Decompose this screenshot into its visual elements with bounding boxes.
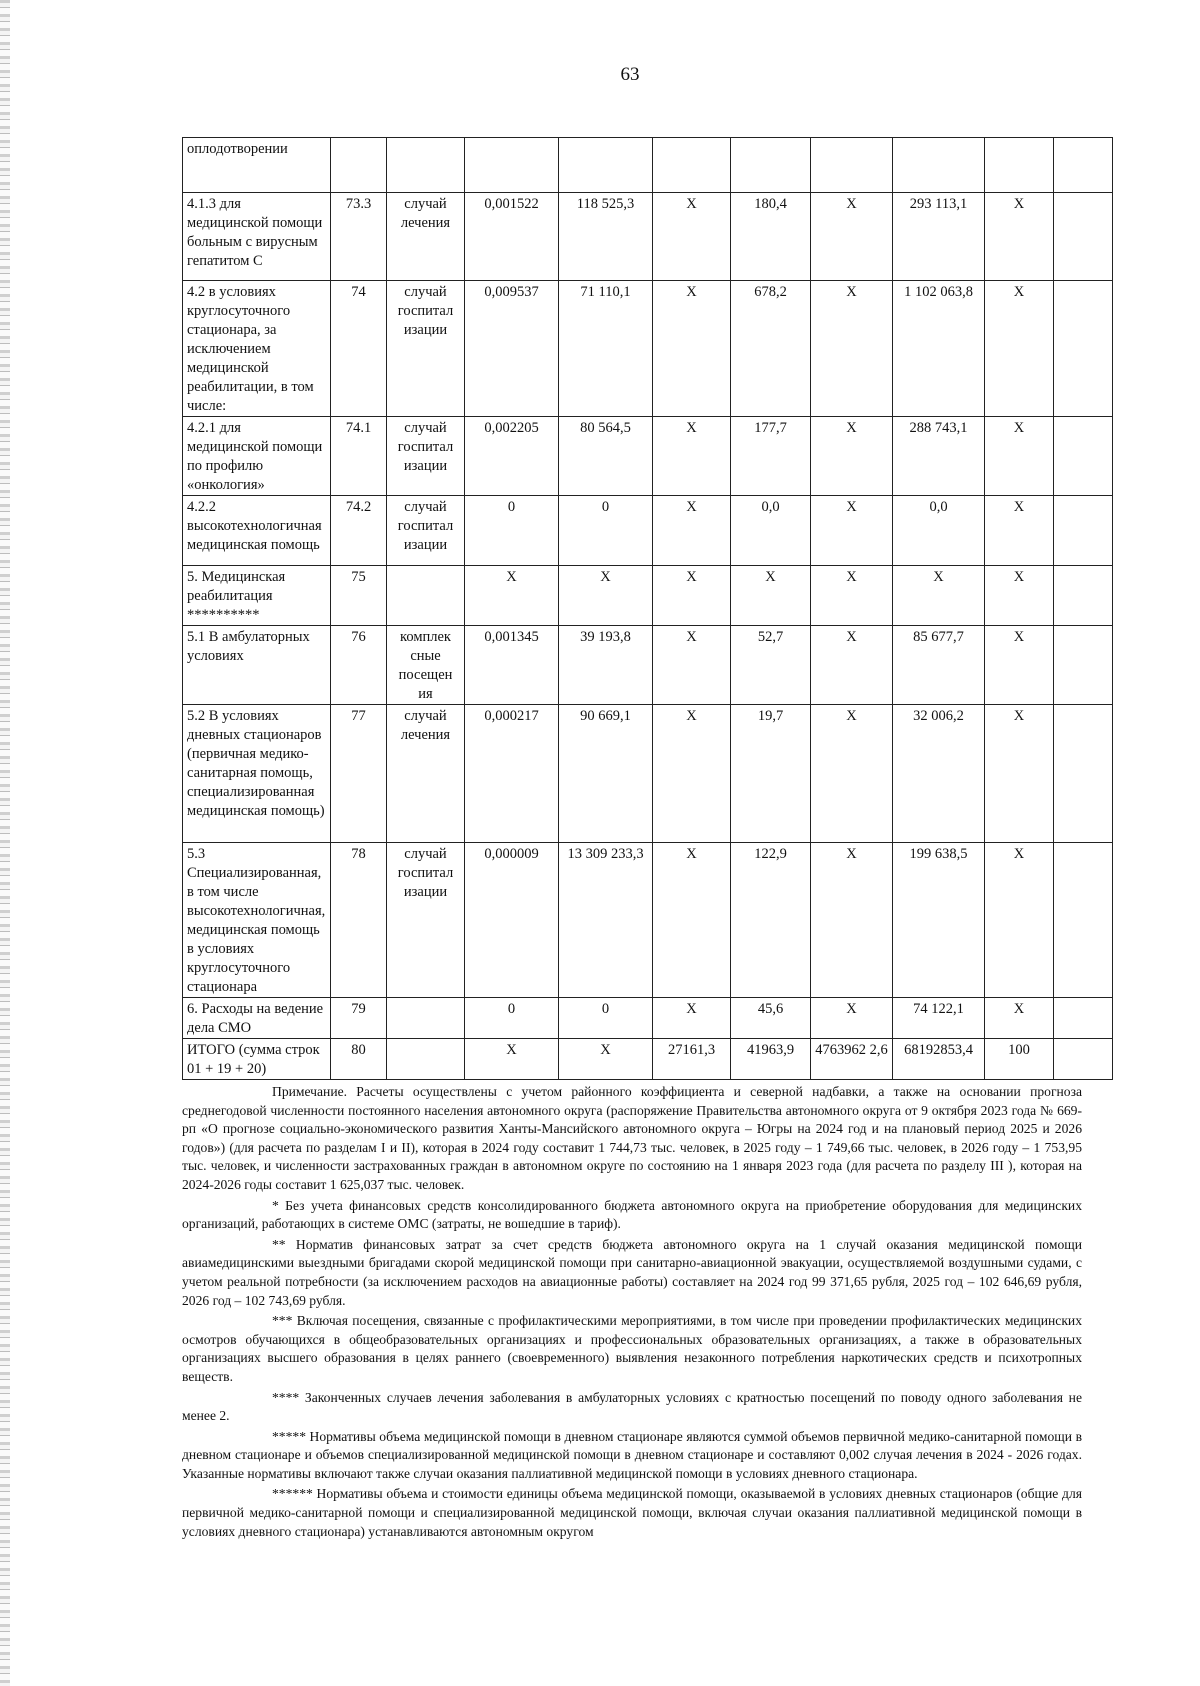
table-cell: Х (811, 998, 893, 1039)
table-cell: 288 743,1 (893, 417, 985, 496)
table-cell: 76 (331, 626, 387, 705)
table-cell: оплодотворении (183, 138, 331, 193)
table-cell (1054, 496, 1113, 566)
table-row (183, 193, 1113, 281)
table-cell: Х (985, 705, 1054, 843)
table-cell: Х (811, 843, 893, 998)
table-cell: 80 564,5 (559, 417, 653, 496)
table-cell: 122,9 (731, 843, 811, 998)
note-footnote-6: ****** Нормативы объема и стоимости единицы объема медицинской помощи, оказываемой в условиях дневных стационаров (общие для первичной медико-санитарной помощи и специализированной медицинской помощи, включая случаи оказания паллиативной медицинской помощи в условиях дневного стационара) устанавливаются автономным округом (182, 1486, 1082, 1539)
table-cell (811, 138, 893, 193)
table-cell: Х (559, 566, 653, 626)
table-cell: Х (985, 496, 1054, 566)
table-cell: Х (653, 998, 731, 1039)
table-cell: случай лечения (387, 193, 465, 281)
table-cell: Х (985, 998, 1054, 1039)
table-cell: Х (985, 843, 1054, 998)
table-cell: 0,001522 (465, 193, 559, 281)
table-cell: Х (811, 417, 893, 496)
table-cell: 0 (559, 496, 653, 566)
table-cell: 74 (331, 281, 387, 417)
table-cell: случай госпитал изации (387, 281, 465, 417)
table-cell (387, 138, 465, 193)
table-cell: Х (653, 566, 731, 626)
note-footnote-3: *** Включая посещения, связанные с профилактическими мероприятиями, в том числе при проведении профилактических медицинских осмотров обучающихся в общеобразовательных организациях и профессиональных образовательных организациях, а также в образовательных организациях высшего образования в целях раннего (своевременного) выявления незаконного потребления наркотических средств и психотропных веществ. (182, 1313, 1082, 1384)
table-cell (387, 998, 465, 1039)
table-cell: 5.2 В условиях дневных стационаров (первичная медико-санитарная помощь, специализированная медицинская помощь) (183, 705, 331, 843)
note-footnote-5: ***** Нормативы объема медицинской помощи в дневном стационаре являются суммой объемов первичной медико-санитарной помощи в дневном стационаре и объемов специализированной медицинской помощи в дневном стационаре и составляют 0,002 случая лечения в 2024 - 2026 годах. Указанные нормативы включают также случаи оказания паллиативной медицинской помощи в условиях дневного стационара. (182, 1428, 1082, 1481)
table-cell (331, 138, 387, 193)
table-row (183, 138, 1113, 193)
table-cell: Х (653, 843, 731, 998)
table-cell (893, 138, 985, 193)
table-row (183, 998, 1113, 1039)
page-number: 63 (620, 64, 640, 85)
table-cell: 79 (331, 998, 387, 1039)
table-cell: 41963,9 (731, 1039, 811, 1080)
table-cell: 73.3 (331, 193, 387, 281)
table-cell: Х (465, 566, 559, 626)
table-cell: 4.2 в условиях круглосуточного стационара, за исключением медицинской реабилитации, в том числе: (183, 281, 331, 417)
table-cell: случай лечения (387, 705, 465, 843)
table-row (183, 566, 1113, 626)
table-cell: 5.1 В амбулаторных условиях (183, 626, 331, 705)
table-cell: Х (653, 281, 731, 417)
table-cell: случай госпитал изации (387, 843, 465, 998)
table-cell: 0,002205 (465, 417, 559, 496)
table-cell: 74 122,1 (893, 998, 985, 1039)
table-cell: 4.1.3 для медицинской помощи больным с вирусным гепатитом С (183, 193, 331, 281)
table-cell: 6. Расходы на ведение дела СМО (183, 998, 331, 1039)
table-cell (1054, 193, 1113, 281)
table-cell: Х (653, 417, 731, 496)
table-cell: 19,7 (731, 705, 811, 843)
table-cell (1054, 705, 1113, 843)
table-cell (731, 138, 811, 193)
table-cell (1054, 417, 1113, 496)
table-cell: Х (811, 705, 893, 843)
table-cell: 78 (331, 843, 387, 998)
table-cell: 45,6 (731, 998, 811, 1039)
table-cell: 0,009537 (465, 281, 559, 417)
table-cell: Х (731, 566, 811, 626)
note-main: Примечание. Расчеты осуществлены с учетом районного коэффициента и северной надбавки, а также на основании прогноза среднегодовой численности постоянного населения автономного округа (распоряжение Правительства автономного округа от 9 октября 2023 года № 669-рп «О прогнозе социально-экономического развития Ханты-Мансийского автономного округа – Югры на 2024 год и на плановый период 2025 и 2026 годов») (для расчета по разделам I и II), которая в 2024 году составит 1 744,73 тыс. человек, в 2025 году – 1 749,66 тыс. человек, в 2026 году – 1 753,95 тыс. человек, и численности застрахованных граждан в автономном округе по состоянию на 1 января 2023 года (для расчета по разделу III ), которая на 2024-2026 годы составит 1 625,037 тыс. человек. (182, 1084, 1082, 1192)
table-cell: Х (985, 626, 1054, 705)
table-cell: 118 525,3 (559, 193, 653, 281)
table-cell: 177,7 (731, 417, 811, 496)
table-cell: 0 (465, 496, 559, 566)
table-cell: 75 (331, 566, 387, 626)
table-cell: Х (985, 193, 1054, 281)
table-cell (1054, 998, 1113, 1039)
table-cell (1054, 566, 1113, 626)
table-cell: 5.3 Специализированная, в том числе высокотехнологичная, медицинская помощь в условиях круглосуточного стационара (183, 843, 331, 998)
table-cell: Х (985, 566, 1054, 626)
table-cell: Х (811, 281, 893, 417)
table-cell: 4.2.2 высокотехнологичная медицинская помощь (183, 496, 331, 566)
table-cell: Х (653, 193, 731, 281)
table-cell: 0,0 (731, 496, 811, 566)
note-footnote-2: ** Норматив финансовых затрат за счет средств бюджета автономного округа на 1 случай оказания медицинской помощи авиамедицинскими выездными бригадами скорой медицинской помощи при санитарно-авиационной эвакуации, осуществляемой воздушными судами, с учетом реальной потребности (за исключением расходов на авиационные работы) составляет на 2024 год 99 371,65 рубля, 2025 год – 102 646,69 рубля, 2026 год – 102 743,69 рубля. (182, 1236, 1082, 1308)
table-row (183, 1039, 1113, 1080)
table-cell: Х (811, 626, 893, 705)
table-cell: 13 309 233,3 (559, 843, 653, 998)
table-row (183, 626, 1113, 705)
table-cell: Х (985, 417, 1054, 496)
financing-table (182, 137, 1113, 1080)
table-cell: 678,2 (731, 281, 811, 417)
table-cell: 85 677,7 (893, 626, 985, 705)
table-cell: 0,0 (893, 496, 985, 566)
table-cell: Х (811, 566, 893, 626)
note-footnote-4: **** Законченных случаев лечения заболевания в амбулаторных условиях с кратностью посещений по поводу одного заболевания не менее 2. (182, 1389, 1082, 1424)
table-cell: 74.1 (331, 417, 387, 496)
table-cell: Х (893, 566, 985, 626)
table-cell: 39 193,8 (559, 626, 653, 705)
table-cell (387, 1039, 465, 1080)
table-row (183, 843, 1113, 998)
table-cell: Х (559, 1039, 653, 1080)
table-cell: 180,4 (731, 193, 811, 281)
table-cell: 90 669,1 (559, 705, 653, 843)
table-cell: 4.2.1 для медицинской помощи по профилю «онкология» (183, 417, 331, 496)
table-cell: 5. Медицинская реабилитация ********** (183, 566, 331, 626)
table-cell (465, 138, 559, 193)
table-cell (1054, 281, 1113, 417)
table-cell: 32 006,2 (893, 705, 985, 843)
table-cell: ИТОГО (сумма строк 01 + 19 + 20) (183, 1039, 331, 1080)
table-cell: 0 (559, 998, 653, 1039)
table-cell: Х (653, 496, 731, 566)
table-cell: 4763962 2,6 (811, 1039, 893, 1080)
table-cell: Х (985, 281, 1054, 417)
table-cell: 52,7 (731, 626, 811, 705)
table-cell: комплек сные посещен ия (387, 626, 465, 705)
table-cell (1054, 626, 1113, 705)
table-row (183, 417, 1113, 496)
table-cell: 71 110,1 (559, 281, 653, 417)
note-footnote-1: * Без учета финансовых средств консолидированного бюджета автономного округа на приобретение оборудования для медицинских организаций, работающих в системе ОМС (затраты, не вошедшие в тариф). (182, 1197, 1082, 1232)
table-cell: случай госпитал изации (387, 496, 465, 566)
table-cell (1054, 138, 1113, 193)
table-cell: 0,000217 (465, 705, 559, 843)
table-cell (387, 566, 465, 626)
table-cell: 0,000009 (465, 843, 559, 998)
table-cell: Х (811, 496, 893, 566)
table-cell (1054, 843, 1113, 998)
table-row (183, 496, 1113, 566)
scan-edge (0, 0, 10, 1686)
table-cell (559, 138, 653, 193)
table-cell: Х (465, 1039, 559, 1080)
table-cell: 0,001345 (465, 626, 559, 705)
table-cell: 74.2 (331, 496, 387, 566)
table-cell (1054, 1039, 1113, 1080)
table-row (183, 281, 1113, 417)
table-cell: 80 (331, 1039, 387, 1080)
table-cell: 199 638,5 (893, 843, 985, 998)
table-cell: 27161,3 (653, 1039, 731, 1080)
table-cell: 1 102 063,8 (893, 281, 985, 417)
table-cell: 68192853,4 (893, 1039, 985, 1080)
table-cell (653, 138, 731, 193)
notes-section (182, 1083, 1082, 1543)
table-cell: случай госпитал изации (387, 417, 465, 496)
table-cell: 0 (465, 998, 559, 1039)
table-cell: Х (653, 626, 731, 705)
table-cell: 293 113,1 (893, 193, 985, 281)
table-cell: Х (811, 193, 893, 281)
table-cell: 77 (331, 705, 387, 843)
table-cell (985, 138, 1054, 193)
table-cell: Х (653, 705, 731, 843)
table-row (183, 705, 1113, 843)
table-cell: 100 (985, 1039, 1054, 1080)
